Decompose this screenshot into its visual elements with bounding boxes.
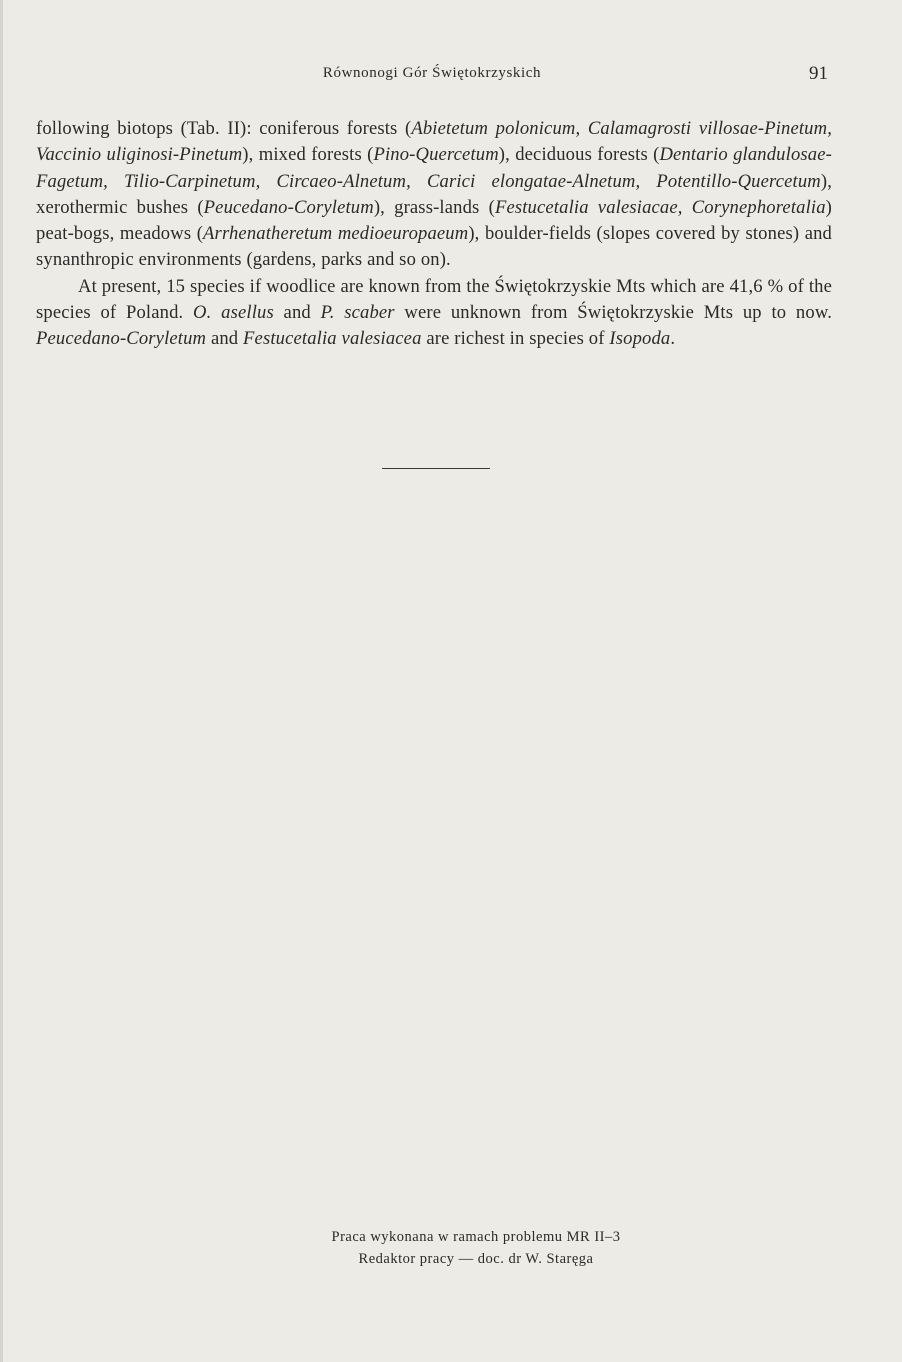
page-footer (36, 1226, 902, 1270)
italic-run: Pino-Quercetum (373, 144, 499, 166)
italic-run: O. asellus (193, 302, 274, 324)
text-run: ) peat-bogs, meadows ( (36, 196, 832, 245)
text-run: following biotops (Tab. II): coniferous forests ( (36, 118, 412, 139)
italic-run: Abietetum polonicum, Calamagrosti villosae-Pinetum, Vaccinio uliginosi-Pinetum (36, 118, 832, 166)
text-run: . (670, 328, 676, 350)
italic-run: Festucetalia valesiacea (243, 328, 422, 350)
text-run: ), mixed forests ( (242, 144, 374, 166)
italic-run: Arrhenatheretum medioeuropaeum (203, 223, 469, 245)
italic-run: Festucetalia valesiacae, Corynephoretalia (494, 196, 826, 218)
text-run: and (273, 302, 321, 324)
running-title: Równonogi Gór Świętokrzyskich (322, 65, 542, 81)
page-number: 91 (809, 63, 828, 84)
paragraph-species (36, 274, 832, 353)
italic-run: Peucedano-Coryletum (203, 196, 374, 218)
section-separator (382, 468, 490, 469)
footer-line-project: Praca wykonana w ramach problemu MR II–3 (331, 1229, 621, 1245)
paragraph-biotops (36, 116, 832, 274)
text-run: are richest in species of (421, 328, 610, 350)
text-run: ), xerothermic bushes ( (36, 170, 832, 218)
italic-run: Peucedano-Coryletum (36, 328, 207, 350)
italic-run: Isopoda (609, 328, 671, 350)
italic-run: P. scaber (320, 302, 395, 324)
text-run: At present, 15 species if woodlice are known from the Świętokrzyskie Mts which are 41,6 % of the species of Poland. (36, 275, 832, 324)
text-run: ), boulder-fields (slopes covered by stones) and synanthropic environments (gardens, parks and so on). (36, 223, 832, 271)
body-text (36, 116, 832, 353)
text-run: and (206, 328, 244, 350)
page-header (36, 63, 828, 87)
footer-line-editor: Redaktor pracy — doc. dr W. Staręga (358, 1251, 594, 1267)
scan-edge (0, 0, 3, 1362)
italic-run: Dentario glandulosae-Fagetum, Tilio-Carpinetum, Circaeo-Alnetum, Carici elongatae-Alnetum, Potentillo-Quercetum (36, 144, 832, 192)
text-run: ), deciduous forests ( (498, 144, 660, 166)
text-run: were unknown from Świętokrzyskie Mts up to now. (394, 302, 832, 324)
text-run: ), grass-lands ( (373, 196, 495, 218)
